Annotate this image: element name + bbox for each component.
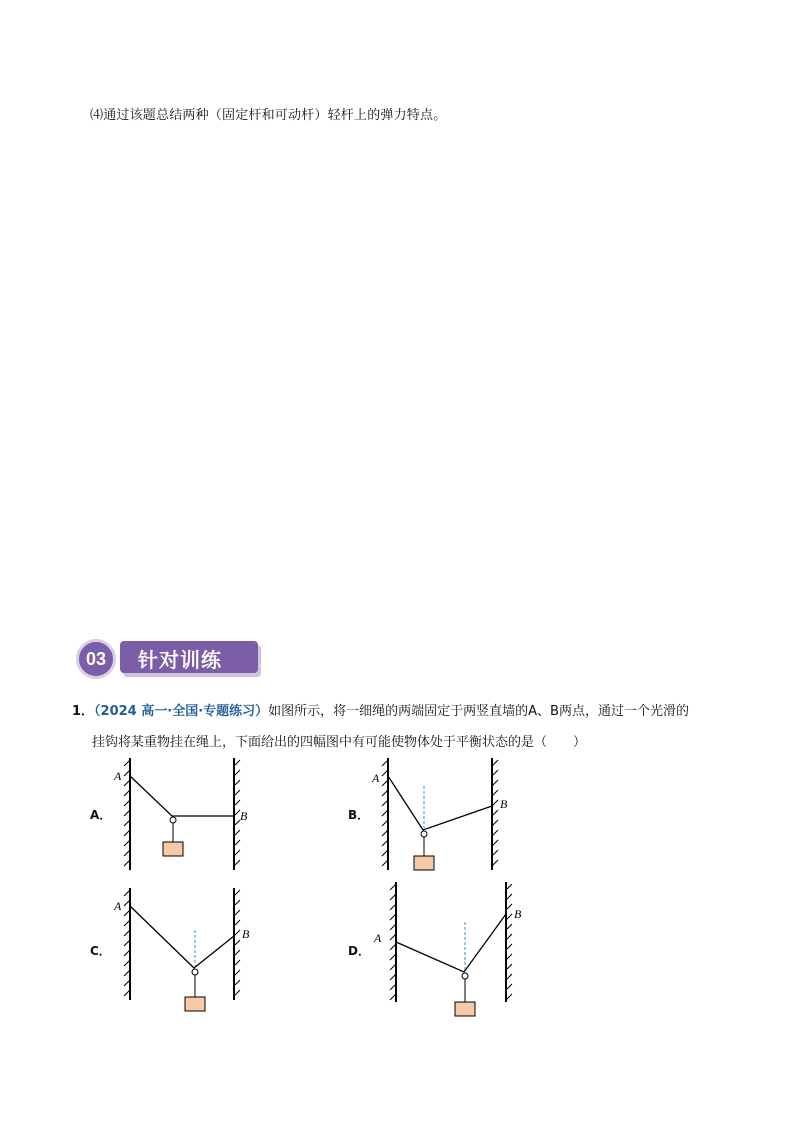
weight xyxy=(455,1002,475,1016)
figure-d xyxy=(370,880,530,1020)
question-line-1 xyxy=(72,696,732,727)
figure-a xyxy=(112,756,262,872)
weight xyxy=(414,856,434,870)
left-wall xyxy=(124,888,130,1000)
point-a-label: A xyxy=(114,769,122,783)
section-number-badge: 03 xyxy=(76,639,116,679)
left-wall xyxy=(124,758,130,870)
rope xyxy=(396,914,506,972)
right-wall xyxy=(234,888,240,1000)
point-b-label: B xyxy=(240,809,248,823)
question-text-1: 如图所示，将一细绳的两端固定于两竖直墙的A、B两点，通过一个光滑的 xyxy=(268,704,689,719)
option-d-label: D． xyxy=(348,944,370,958)
option-b-label: B． xyxy=(348,808,370,822)
point-b-label: B xyxy=(500,797,508,811)
rope xyxy=(130,906,234,968)
right-wall xyxy=(506,882,512,1002)
left-wall xyxy=(390,882,396,1002)
section-title: 针对训练 xyxy=(138,648,222,672)
question-4-text: ⑷通过该题总结两种（固定杆和可动杆）轻杆上的弹力特点。 xyxy=(90,108,447,123)
hook xyxy=(462,973,468,979)
figure-c xyxy=(112,886,262,1016)
rope xyxy=(388,776,492,830)
question-1 xyxy=(72,696,732,758)
question-source: （2024 高一·全国·专题练习） xyxy=(94,704,269,719)
point-b-label: B xyxy=(242,927,250,941)
point-a-label: A xyxy=(114,899,122,913)
left-wall xyxy=(382,758,388,870)
figure-b xyxy=(370,756,520,872)
hook xyxy=(192,969,198,975)
point-a-label: A xyxy=(372,771,380,785)
point-b-label: B xyxy=(514,907,522,921)
section-header xyxy=(76,638,266,680)
weight xyxy=(185,997,205,1011)
rope xyxy=(130,776,234,816)
right-wall xyxy=(492,758,498,870)
option-a-label: A． xyxy=(90,808,112,822)
hook xyxy=(421,831,427,837)
question-number: 1． xyxy=(72,704,95,719)
hook xyxy=(170,817,176,823)
weight xyxy=(163,842,183,856)
option-c-label: C． xyxy=(90,944,111,958)
question-text-2: 挂钩将某重物挂在绳上，下面给出的四幅图中有可能使物体处于平衡状态的是（ ） xyxy=(92,735,587,750)
point-a-label: A xyxy=(374,931,382,945)
section-title-banner xyxy=(120,641,258,673)
